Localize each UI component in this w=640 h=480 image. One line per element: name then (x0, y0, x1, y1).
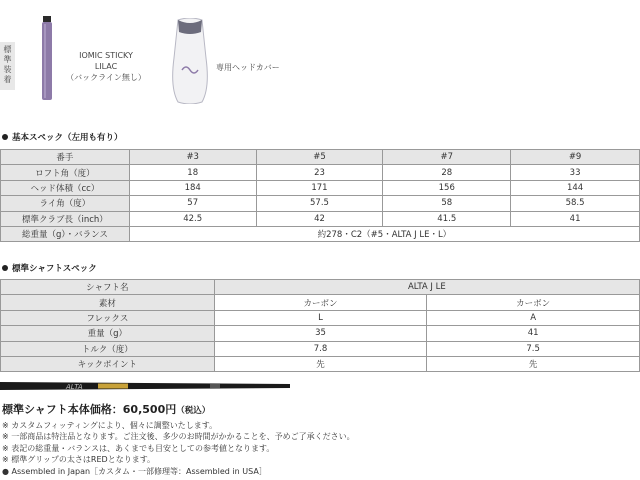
shaft-brand-text: ALTA (66, 383, 83, 391)
basic-spec-table (0, 149, 640, 242)
table-row: ライ角（度） 57 57.5 58 58.5 (1, 196, 640, 211)
table-row: 重量（g） 35 41 (1, 326, 640, 341)
shaft-spec-table (0, 279, 640, 372)
shaft-image (0, 379, 290, 393)
note-item: ● Assembled in Japan［カスタム・一部修理等：Assembled in USA］ (2, 466, 267, 476)
grip-image (40, 16, 54, 102)
table-row: キックポイント 先 先 (1, 356, 640, 371)
note-item: ※ 標準グリップの太さはREDとなります。 (2, 455, 156, 465)
shaft-price: 標準シャフト本体価格：60,500円（税込） (2, 403, 211, 416)
bullet-dot-icon (2, 265, 8, 271)
headcover-image (168, 18, 212, 104)
headcover-label: 専用ヘッドカバー (216, 63, 280, 72)
table-row: 番手 #3 #5 #7 #9 (1, 150, 640, 165)
notes (2, 420, 355, 477)
table-row: 標準クラブ長（inch） 42.5 42 41.5 41 (1, 211, 640, 226)
bullet-dot-icon (2, 134, 8, 140)
table-row: ヘッド体積（cc） 184 171 156 144 (1, 180, 640, 195)
basic-spec-heading: 基本スペック（左用も有り） (2, 131, 123, 143)
note-item: ※ 一部商品は特注品となります。ご注文後、多少のお時間がかかることを、予めご了承ください。 (2, 432, 355, 442)
table-row: シャフト名 ALTA J LE (1, 280, 640, 295)
table-row: フレックス L A (1, 310, 640, 325)
table-row: トルク（度） 7.8 7.5 (1, 341, 640, 356)
table-row: 総重量（g）・バランス 約278・C2（#5・ALTA J LE・L） (1, 226, 640, 241)
table-row: 素材 カーボン カーボン (1, 295, 640, 310)
table-row: ロフト角（度） 18 23 28 33 (1, 165, 640, 180)
standard-equipment-label: 標準装着 (0, 42, 15, 90)
note-item: ※ カスタムフィッティングにより、個々に調整いたします。 (2, 421, 218, 430)
grip-label: IOMIC STICKY LILAC （バックライン無し） (66, 51, 146, 82)
shaft-spec-heading: 標準シャフトスペック (2, 262, 97, 274)
note-item: ※ 表記の総重量・バランスは、あくまでも目安としての参考値となります。 (2, 443, 275, 453)
